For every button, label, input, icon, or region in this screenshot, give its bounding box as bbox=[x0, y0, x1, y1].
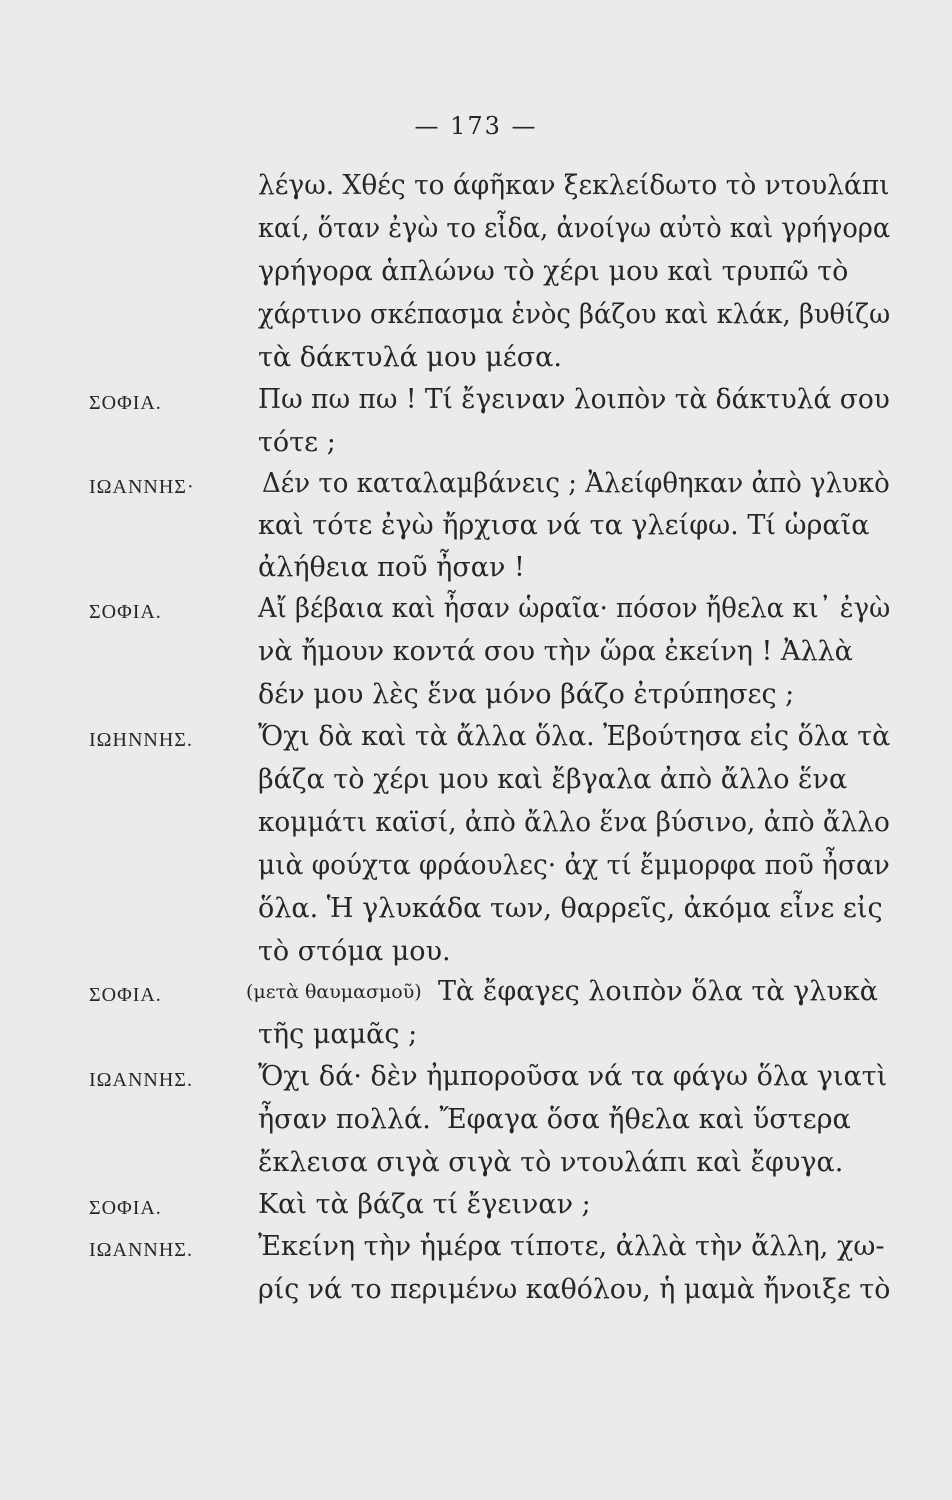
text-line: ὅλα. Ἡ γλυκάδα των, θαρρεῖς, ἀκόμα εἶνε εἰς bbox=[258, 893, 883, 924]
text-line: Δέν το καταλαμβάνεις ; Ἀλείφθηκαν ἀπὸ γλυκὸ bbox=[262, 468, 890, 499]
speaker-label: ΣΟΦΙΑ. bbox=[89, 984, 162, 1006]
speaker-label: ΙΩΑΝΝΗΣ· bbox=[89, 476, 195, 498]
text-line: τῆς μαμᾶς ; bbox=[258, 1019, 418, 1050]
text-line: τότε ; bbox=[258, 427, 336, 458]
stage-direction: (μετὰ θαυμασμοῦ) bbox=[246, 981, 422, 1003]
text-line: Ὄχι δὰ καὶ τὰ ἄλλα ὅλα. Ἐβούτησα εἰς ὅλα τὰ bbox=[258, 721, 891, 752]
text-line: καὶ τότε ἐγὼ ἤρχισα νά τα γλείφω. Τί ὡραῖα bbox=[258, 510, 870, 541]
text-line: ἀλήθεια ποῦ ἦσαν ! bbox=[258, 552, 525, 583]
text-line: ἔκλεισα σιγὰ σιγὰ τὸ ντουλάπι καὶ ἔφυγα. bbox=[258, 1147, 844, 1178]
speaker-label: ΣΟΦΙΑ. bbox=[89, 1197, 162, 1219]
text-line: ἦσαν πολλά. Ἔφαγα ὅσα ἤθελα καὶ ὕστερα bbox=[258, 1104, 851, 1135]
speaker-label: ΙΩΑΝΝΗΣ. bbox=[89, 1069, 193, 1091]
text-line: τὰ δάκτυλά μου μέσα. bbox=[258, 342, 562, 373]
text-line: μιὰ φούχτα φράουλες· ἀχ τί ἔμμορφα ποῦ ἦσαν bbox=[258, 850, 890, 881]
speaker-label: ΙΩΑΝΝΗΣ. bbox=[89, 1239, 193, 1261]
text-line: νὰ ἤμουν κοντά σου τὴν ὥρα ἐκείνη ! Ἀλλὰ bbox=[258, 636, 853, 667]
text-line: καί, ὅταν ἐγὼ το εἶδα, ἀνοίγω αὐτὸ καὶ γρήγορα bbox=[258, 213, 891, 244]
page-number: — 173 — bbox=[414, 112, 538, 140]
text-line: κομμάτι καϊσί, ἀπὸ ἄλλο ἕνα βύσινο, ἀπὸ ἄλλο bbox=[258, 807, 890, 838]
speaker-label: ΙΩΗΝΝΗΣ. bbox=[89, 729, 193, 751]
text-line: Τὰ ἔφαγες λοιπὸν ὅλα τὰ γλυκὰ bbox=[438, 976, 878, 1007]
text-line: λέγω. Χθές το άφῆκαν ξεκλείδωτο τὸ ντουλάπι bbox=[258, 170, 890, 201]
text-line: Πω πω πω ! Τί ἔγειναν λοιπὸν τὰ δάκτυλά σου bbox=[258, 384, 890, 415]
text-line: χάρτινο σκέπασμα ἑνὸς βάζου καὶ κλάκ, βυθίζω bbox=[258, 299, 891, 330]
speaker-label: ΣΟΦΙΑ. bbox=[89, 392, 162, 414]
text-line: τὸ στόμα μου. bbox=[258, 936, 451, 967]
text-line: Ὄχι δά· δὲν ἠμποροῦσα νά τα φάγω ὅλα γιατὶ bbox=[258, 1061, 888, 1092]
text-line: δέν μου λὲς ἕνα μόνο βάζο ἐτρύπησες ; bbox=[258, 679, 795, 710]
text-line: Ἐκείνη τὴν ἡμέρα τίποτε, ἀλλὰ τὴν ἄλλη, χω- bbox=[258, 1231, 885, 1262]
text-line: βάζα τὸ χέρι μου καὶ ἔβγαλα ἀπὸ ἄλλο ἕνα bbox=[258, 764, 848, 795]
text-line: ρίς νά το περιμένω καθόλου, ἡ μαμὰ ἤνοιξε τὸ bbox=[258, 1274, 891, 1305]
speaker-label: ΣΟΦΙΑ. bbox=[89, 601, 162, 623]
text-line: Αἴ βέβαια καὶ ἦσαν ὡραῖα· πόσον ἤθελα κι᾿ ἐγὼ bbox=[258, 593, 891, 624]
text-line: Καὶ τὰ βάζα τί ἔγειναν ; bbox=[258, 1189, 591, 1220]
text-line: γρήγορα ἁπλώνω τὸ χέρι μου καὶ τρυπῶ τὸ bbox=[258, 256, 849, 287]
